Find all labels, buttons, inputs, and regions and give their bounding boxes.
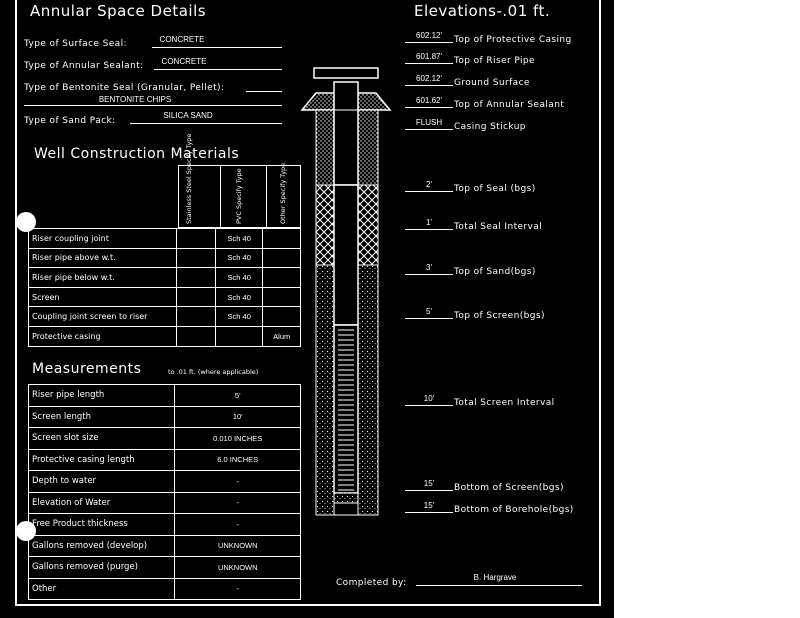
depths-row — [405, 501, 605, 518]
sand-pack-value: SILICA SAND — [163, 111, 213, 120]
materials-cell-ss — [177, 326, 216, 346]
materials-cell-pvc: Sch 40 — [216, 287, 263, 307]
depths-value: 15' — [423, 501, 435, 510]
col-header-other: Other Specify Type — [279, 162, 287, 224]
measurements-row — [29, 578, 301, 600]
bentonite-value: BENTONITE CHIPS — [98, 95, 172, 104]
depths-label: Top of Seal (bgs) — [454, 184, 536, 194]
materials-cell-label: Riser coupling joint — [29, 229, 177, 249]
measurement-value: 5' — [175, 385, 301, 407]
depths-underline — [405, 229, 453, 230]
well-cap — [314, 68, 378, 78]
materials-cell-ss — [177, 268, 216, 288]
riser-pipe-upper — [334, 82, 358, 185]
completed-label: Completed by: — [336, 578, 407, 588]
annular-title: Annular Space Details — [30, 2, 207, 20]
measurement-label: Screen slot size — [29, 428, 175, 450]
materials-row — [29, 248, 301, 268]
materials-cell-label: Protective casing — [29, 326, 177, 346]
measurement-label: Free Product thickness — [29, 514, 175, 536]
materials-header-div-1 — [220, 165, 221, 228]
materials-cell-pvc: Sch 40 — [216, 229, 263, 249]
materials-cell-label: Coupling joint screen to riser — [29, 307, 177, 327]
materials-header-div-2 — [266, 165, 267, 228]
col-header-stainless: Stainless Steel Specify Type — [185, 133, 193, 224]
bentonite-seal-left — [316, 185, 334, 265]
measurements-row — [29, 449, 301, 471]
measurement-value: UNKNOWN — [175, 557, 301, 579]
depths-row — [405, 180, 605, 197]
measurement-value: - — [175, 578, 301, 600]
materials-cell-ss — [177, 248, 216, 268]
materials-cell-label: Riser pipe above w.t. — [29, 248, 177, 268]
materials-row — [29, 287, 301, 307]
col-header-pvc: PVC Specify Type — [235, 168, 243, 224]
depths-value: 10' — [423, 394, 435, 403]
materials-cell-label: Screen — [29, 287, 177, 307]
measurement-label: Other — [29, 578, 175, 600]
measurement-label: Protective casing length — [29, 449, 175, 471]
elevations-row — [405, 52, 605, 69]
measurements-row — [29, 492, 301, 514]
measurement-value: UNKNOWN — [175, 535, 301, 557]
depths-value: 3' — [426, 263, 432, 272]
depths-label: Bottom of Borehole(bgs) — [454, 505, 574, 515]
bentonite-seal-right — [358, 185, 378, 265]
materials-cell-other — [263, 248, 301, 268]
depths-label: Bottom of Screen(bgs) — [454, 483, 564, 493]
screen-bottom-cap — [334, 493, 358, 503]
depths-value: 1' — [426, 218, 432, 227]
materials-cell-other — [263, 268, 301, 288]
elevations-underline — [405, 42, 453, 43]
elevations-row — [405, 31, 605, 48]
sand-pack-right — [358, 265, 378, 515]
elevations-row — [405, 74, 605, 91]
measurement-label: Elevation of Water — [29, 492, 175, 514]
elevations-value: 601.62' — [416, 96, 442, 105]
elevations-underline — [405, 129, 453, 130]
depths-row — [405, 218, 605, 235]
measurements-row — [29, 514, 301, 536]
measurements-table — [28, 384, 301, 600]
materials-cell-pvc — [216, 326, 263, 346]
depths-value: 2' — [426, 180, 432, 189]
depths-label: Top of Screen(bgs) — [454, 311, 545, 321]
annular-sealant-value: CONCRETE — [161, 57, 207, 66]
measurement-value: 6.0 INCHES — [175, 449, 301, 471]
materials-cell-other: Alum — [263, 326, 301, 346]
elevations-row — [405, 96, 605, 113]
depths-underline — [405, 490, 453, 491]
materials-row — [29, 307, 301, 327]
measurement-label: Depth to water — [29, 471, 175, 493]
elevations-value: FLUSH — [415, 118, 443, 127]
measurements-row — [29, 535, 301, 557]
depths-underline — [405, 191, 453, 192]
materials-cell-ss — [177, 307, 216, 327]
elevations-title: Elevations-.01 ft. — [414, 2, 551, 20]
depths-row — [405, 479, 605, 496]
measurement-label: Riser pipe length — [29, 385, 175, 407]
elevations-label: Top of Annular Sealant — [454, 100, 565, 110]
measurements-note: to .01 ft. (where applicable) — [168, 368, 259, 376]
elevations-label: Ground Surface — [454, 78, 530, 88]
surface-seal-value: CONCRETE — [159, 35, 205, 44]
depths-row — [405, 307, 605, 324]
depths-underline — [405, 405, 453, 406]
materials-cell-pvc: Sch 40 — [216, 307, 263, 327]
materials-cell-pvc: Sch 40 — [216, 248, 263, 268]
depths-value: 15' — [423, 479, 435, 488]
elevations-label: Casing Stickup — [454, 122, 526, 132]
measurement-label: Gallons removed (develop) — [29, 535, 175, 557]
bentonite-line — [246, 91, 282, 92]
elevations-row — [405, 118, 605, 135]
materials-cell-other — [263, 287, 301, 307]
bentonite-line-2 — [24, 105, 282, 106]
depths-label: Total Screen Interval — [454, 398, 555, 408]
measurement-value: 10' — [175, 406, 301, 428]
depths-label: Total Seal Interval — [454, 222, 543, 232]
surface-seal-line — [152, 47, 282, 48]
completed-line — [416, 585, 582, 586]
measurements-title: Measurements — [32, 361, 142, 377]
measurements-row — [29, 406, 301, 428]
measurement-value: 0.010 INCHES — [175, 428, 301, 450]
materials-table — [28, 228, 301, 347]
depths-underline — [405, 274, 453, 275]
riser-pipe-lower — [334, 185, 358, 325]
completed-value: B. Hargrave — [473, 573, 517, 582]
annular-sealant-line — [154, 69, 282, 70]
materials-cell-ss — [177, 287, 216, 307]
elevations-value: 602.12' — [416, 31, 442, 40]
annular-sealant-label: Type of Annular Sealant: — [24, 61, 144, 71]
materials-row — [29, 268, 301, 288]
elevations-label: Top of Riser Pipe — [454, 56, 535, 66]
protective-casing-right — [354, 93, 390, 110]
sand-pack-left — [316, 265, 334, 515]
materials-cell-ss — [177, 229, 216, 249]
measurement-label: Screen length — [29, 406, 175, 428]
measurements-row — [29, 428, 301, 450]
materials-title: Well Construction Materials — [34, 146, 240, 162]
measurement-value: - — [175, 514, 301, 536]
depths-underline — [405, 512, 453, 513]
materials-cell-label: Riser pipe below w.t. — [29, 268, 177, 288]
materials-row — [29, 229, 301, 249]
bentonite-label: Type of Bentonite Seal (Granular, Pellet): — [24, 83, 225, 93]
depths-value: 5' — [426, 307, 432, 316]
measurements-row — [29, 471, 301, 493]
measurements-row — [29, 557, 301, 579]
measurement-value: - — [175, 492, 301, 514]
depths-underline — [405, 318, 453, 319]
depths-row — [405, 263, 605, 280]
elevations-underline — [405, 85, 453, 86]
elevations-value: 601.87' — [416, 52, 442, 61]
materials-cell-pvc: Sch 40 — [216, 268, 263, 288]
sand-pack-line — [130, 123, 282, 124]
measurement-value: - — [175, 471, 301, 493]
elevations-underline — [405, 63, 453, 64]
materials-cell-other — [263, 229, 301, 249]
elevations-value: 602.12' — [416, 74, 442, 83]
depths-row — [405, 394, 605, 411]
measurements-row — [29, 385, 301, 407]
materials-row — [29, 326, 301, 346]
surface-seal-label: Type of Surface Seal: — [24, 39, 127, 49]
materials-cell-other — [263, 307, 301, 327]
elevations-label: Top of Protective Casing — [454, 35, 572, 45]
measurement-label: Gallons removed (purge) — [29, 557, 175, 579]
well-diagram — [296, 60, 396, 520]
elevations-underline — [405, 107, 453, 108]
sand-pack-label: Type of Sand Pack: — [24, 116, 116, 126]
depths-label: Top of Sand(bgs) — [454, 267, 536, 277]
protective-casing — [302, 93, 338, 110]
